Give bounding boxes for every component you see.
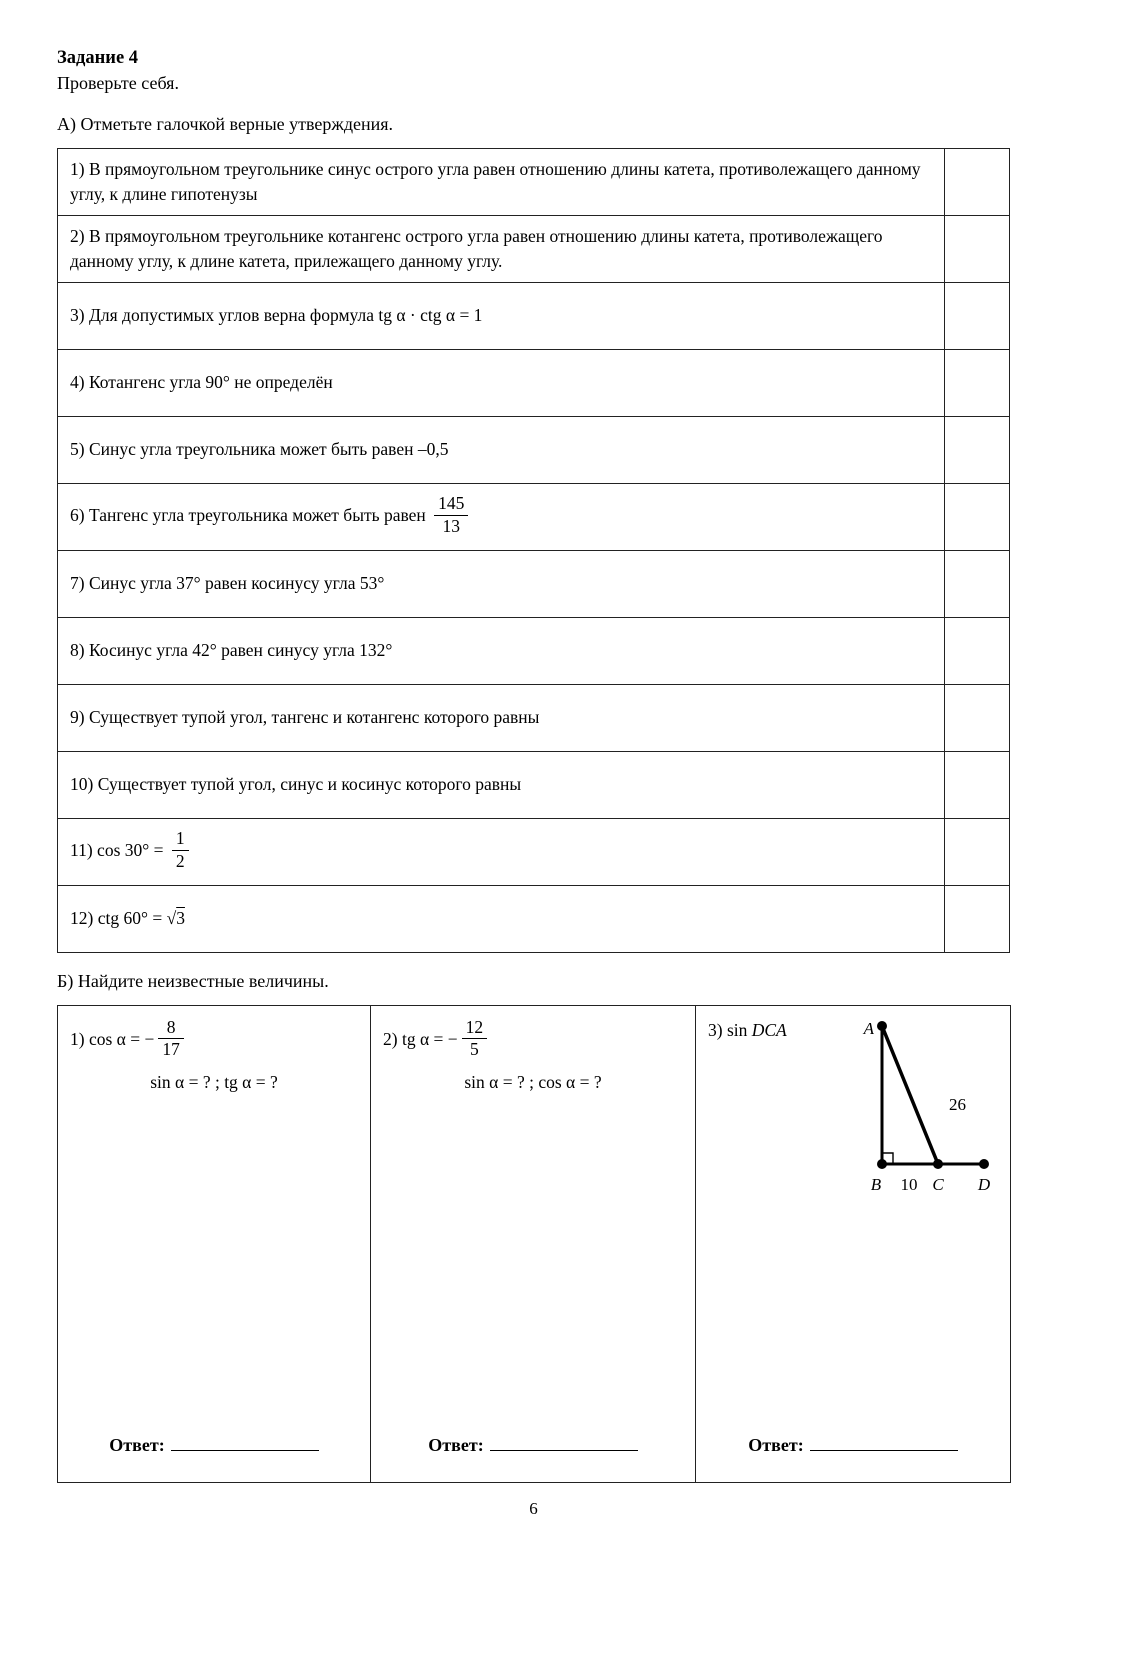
page-title: Задание 4 (57, 48, 139, 68)
statement-10: 10) Существует тупой угол, синус и косинус которого равны (58, 752, 945, 819)
problem-2-find: sin α = ? ; cos α = ? (464, 1071, 602, 1092)
table-row (58, 819, 1010, 886)
statement-8: 8) Косинус угла 42° равен синусу угла 132° (58, 618, 945, 685)
problem-3-cell (696, 1006, 1011, 1483)
problem-2-given: 2) tg α = − $\frac{12}{5}$ (383, 1020, 683, 1062)
statement-7: 7) Синус угла 37° равен косинусу угла 53° (58, 551, 945, 618)
answer-label: Ответ: (748, 1435, 804, 1456)
statement-11: 11) cos 30° = $\frac{1}{2}$ (58, 819, 945, 886)
answer-blank-2[interactable] (490, 1435, 638, 1451)
answer-blank-1[interactable] (171, 1435, 319, 1451)
table-row (58, 618, 1010, 685)
check-cell-5[interactable] (945, 417, 1010, 484)
table-row (58, 149, 1010, 216)
table-row (58, 551, 1010, 618)
angle-name: DCA (751, 1020, 787, 1041)
statement-5: 5) Синус угла треугольника может быть равен –0,5 (58, 417, 945, 484)
statements-table (57, 148, 1010, 953)
check-cell-1[interactable] (945, 149, 1010, 216)
table-row (58, 216, 1010, 283)
vertex-b-label: B (870, 1175, 882, 1195)
check-cell-8[interactable] (945, 618, 1010, 685)
answer-label: Ответ: (109, 1435, 165, 1456)
section-b-label: Б) Найдите неизвестные величины. (57, 971, 329, 992)
statement-4: 4) Котангенс угла 90° не определён (58, 350, 945, 417)
table-row (58, 350, 1010, 417)
check-cell-10[interactable] (945, 752, 1010, 819)
statement-3: 3) Для допустимых углов верна формула tg α · ctg α = 1 (58, 283, 945, 350)
check-cell-2[interactable] (945, 216, 1010, 283)
problem-1-cell (58, 1006, 371, 1483)
answer-row-2 (371, 1435, 695, 1456)
statement-12: 12) ctg 60° = √3 (58, 886, 945, 953)
fraction: $\frac{12}{5}$ (462, 1018, 488, 1060)
check-cell-6[interactable] (945, 484, 1010, 551)
formula: tg α · ctg α = 1 (378, 305, 483, 326)
answer-blank-3[interactable] (810, 1435, 958, 1451)
check-cell-3[interactable] (945, 283, 1010, 350)
answer-row-1 (58, 1435, 370, 1456)
segment-bc-label: 10 (900, 1175, 918, 1195)
problem-1-given: 1) cos α = − $\frac{8}{17}$ (70, 1020, 358, 1062)
problem-2-cell (371, 1006, 696, 1483)
section-a-label: А) Отметьте галочкой верные утверждения. (57, 114, 394, 135)
table-row (58, 484, 1010, 551)
radical: √3 (166, 908, 185, 929)
fraction: $\frac{8}{17}$ (158, 1018, 184, 1060)
page-subtitle: Проверьте себя. (57, 73, 179, 94)
check-cell-7[interactable] (945, 551, 1010, 618)
segment-ac-label: 26 (949, 1095, 966, 1115)
check-cell-12[interactable] (945, 886, 1010, 953)
fraction: $\frac{1}{2}$ (172, 829, 189, 871)
triangle-figure (834, 1012, 1004, 1207)
check-cell-4[interactable] (945, 350, 1010, 417)
problems-table (57, 1005, 1011, 1483)
statement-6: 6) Тангенс угла треугольника может быть равен $\frac{145}{13}$ (58, 484, 945, 551)
statement-9: 9) Существует тупой угол, тангенс и котангенс которого равны (58, 685, 945, 752)
vertex-a-label: A (863, 1019, 874, 1039)
vertex-c-label: C (932, 1175, 944, 1195)
check-cell-11[interactable] (945, 819, 1010, 886)
problem-1-find: sin α = ? ; tg α = ? (150, 1071, 278, 1092)
problem-3-given: 3) sin DCA (708, 1020, 787, 1041)
answer-label: Ответ: (428, 1435, 484, 1456)
fraction: $\frac{145}{13}$ (434, 494, 468, 536)
check-cell-9[interactable] (945, 685, 1010, 752)
answer-row-3 (696, 1435, 1010, 1456)
statement-1: 1) В прямоугольном треугольнике синус острого угла равен отношению длины катета, противолежащего данному углу, к длине гипотенузы (58, 149, 945, 216)
table-row (58, 886, 1010, 953)
page-number: 6 (529, 1499, 538, 1519)
table-row (58, 685, 1010, 752)
table-row (58, 752, 1010, 819)
statement-2: 2) В прямоугольном треугольнике котангенс острого угла равен отношению длины катета, противолежащего данному углу, к длине катета, прилежащего данному углу. (58, 216, 945, 283)
vertex-d-label: D (977, 1175, 991, 1195)
table-row (58, 417, 1010, 484)
table-row (58, 1006, 1011, 1483)
table-row (58, 283, 1010, 350)
triangle-svg (834, 1012, 1004, 1202)
